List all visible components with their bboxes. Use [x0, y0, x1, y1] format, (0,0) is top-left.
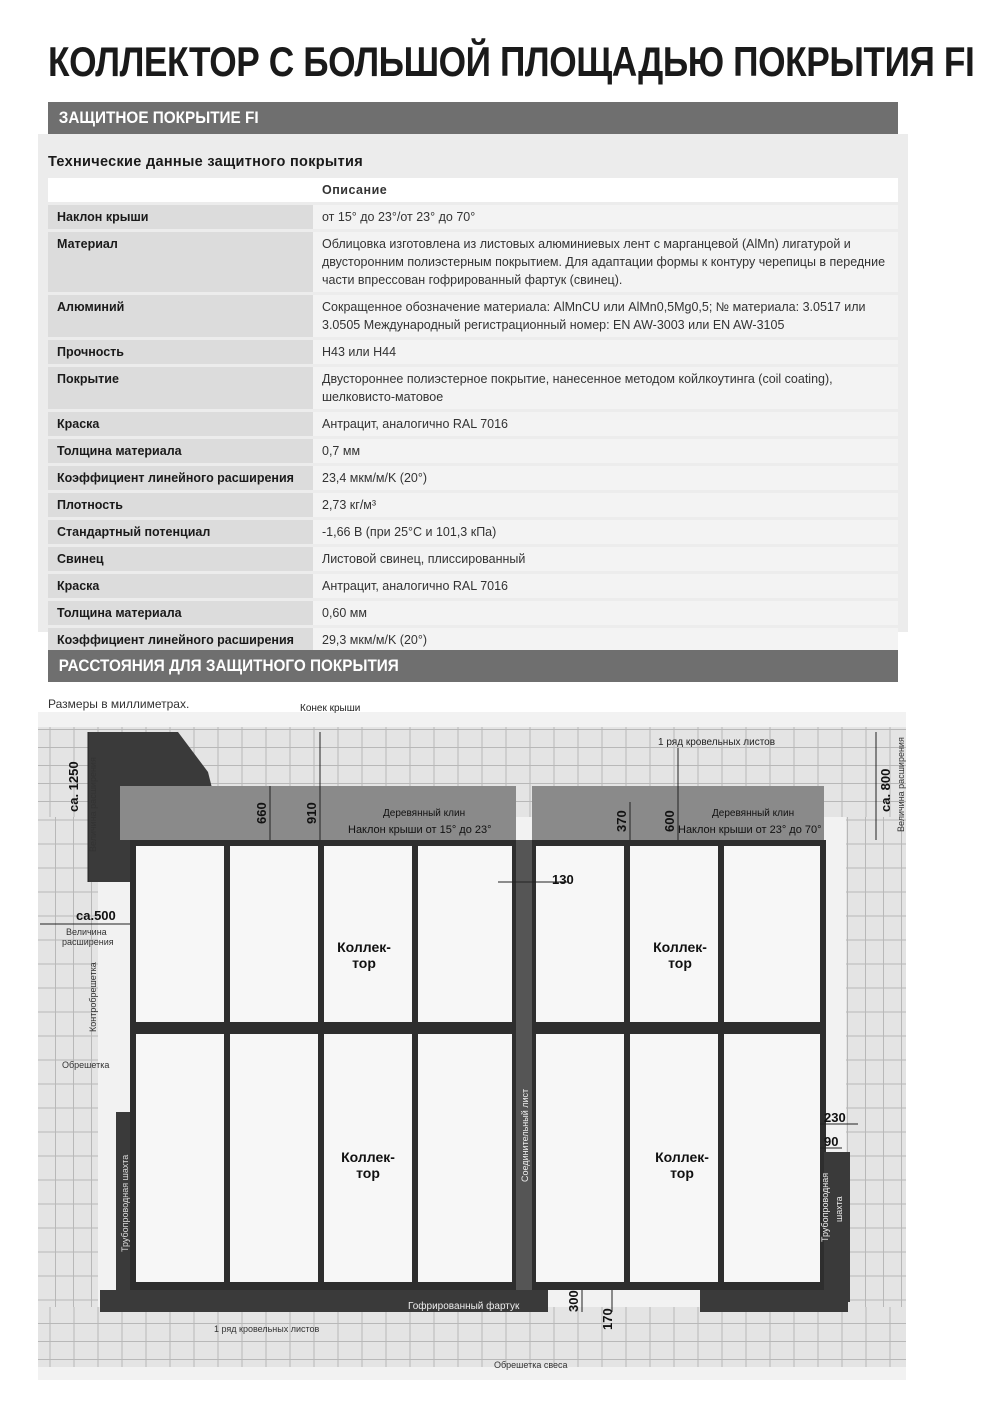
row-label: Стандартный потенциал [48, 520, 313, 544]
label-pipe-shaft-right-2: шахта [834, 1196, 844, 1222]
row-value: Антрацит, аналогично RAL 7016 [313, 574, 898, 598]
dim-130: 130 [552, 872, 574, 887]
dim-600: 600 [662, 810, 677, 832]
row-label: Наклон крыши [48, 205, 313, 229]
label-expansion-left-vertical: Величина расширения [88, 757, 98, 852]
row-value: 29,3 мкм/м/K (20°) [313, 628, 898, 652]
row-value: 0,7 мм [313, 439, 898, 463]
dim-300: 300 [566, 1290, 581, 1312]
row-label: Коэффициент линейного расширения [48, 466, 313, 490]
row-value: H43 или H44 [313, 340, 898, 364]
label-expansion-2: расширения [62, 937, 114, 947]
table-row [48, 601, 898, 625]
row-value: -1,66 В (при 25°C и 101,3 кПа) [313, 520, 898, 544]
label-wood-wedge-left: Деревянный клин [383, 808, 466, 819]
dim-910: 910 [304, 802, 319, 824]
table-row [48, 574, 898, 598]
table-row [48, 439, 898, 463]
row-label: Покрытие [48, 367, 313, 409]
table-row [48, 493, 898, 517]
collector-label-top-right-2: тор [668, 955, 692, 971]
label-connecting-sheet: Соединительный лист [520, 1088, 530, 1182]
table-header-description: Описание [313, 178, 898, 202]
label-pipe-shaft-left: Трубопроводная шахта [120, 1154, 130, 1252]
collector-label-bottom-left-2: тор [356, 1165, 380, 1181]
dim-500: ca.500 [76, 908, 116, 923]
dim-170: 170 [600, 1308, 615, 1330]
collector-label-bottom-right-2: тор [670, 1165, 694, 1181]
label-first-row-top: 1 ряд кровельных листов [658, 737, 776, 748]
row-label: Свинец [48, 547, 313, 571]
collector-label-top-left-2: тор [352, 955, 376, 971]
label-expansion-1: Величина [66, 927, 107, 937]
table-row [48, 205, 898, 229]
row-value: Листовой свинец, плиссированный [313, 547, 898, 571]
table-row [48, 295, 898, 337]
units-note: Размеры в миллиметрах. [48, 697, 190, 711]
row-label: Толщина материала [48, 439, 313, 463]
roof-tiles-bottom [38, 1307, 906, 1367]
table-header-empty [48, 178, 313, 202]
roof-tiles-right [846, 817, 906, 1307]
row-label: Прочность [48, 340, 313, 364]
collector-panels-right [536, 846, 820, 1282]
collector-label-bottom-right-1: Коллек- [655, 1149, 709, 1165]
label-slope-left: Наклон крыши от 15° до 23° [348, 824, 492, 836]
row-label: Плотность [48, 493, 313, 517]
table-row [48, 520, 898, 544]
table-row [48, 628, 898, 652]
row-value: Облицовка изготовлена из листовых алюминиевых лент с марганцевой (AlMn) лигатурой и двусторонним полиэстерным покрытием. Для адаптации формы к контуру черепицы в передние части впрессован гофрированный фартук (свинец). [313, 232, 898, 292]
label-wood-wedge-right: Деревянный клин [712, 808, 795, 819]
collector-panels-left [136, 846, 512, 1282]
row-label: Толщина материала [48, 601, 313, 625]
label-batten: Обрешетка [62, 1060, 110, 1070]
section-header-protective-cover: ЗАЩИТНОЕ ПОКРЫТИЕ FI [48, 102, 898, 134]
tech-data-table [48, 175, 898, 655]
table-row [48, 367, 898, 409]
row-label: Алюминий [48, 295, 313, 337]
page-title: КОЛЛЕКТОР С БОЛЬШОЙ ПЛОЩАДЬЮ ПОКРЫТИЯ FI [48, 38, 975, 85]
dim-230: 230 [824, 1110, 846, 1125]
label-pipe-shaft-right-1: Трубопроводная [820, 1172, 830, 1242]
dim-800: ca. 800 [878, 768, 893, 812]
row-value: 0,60 мм [313, 601, 898, 625]
dim-1250: ca. 1250 [66, 761, 81, 812]
label-counter-batten: Контробрешетка [88, 962, 98, 1032]
table-caption: Технические данные защитного покрытия [48, 154, 363, 170]
label-slope-right: Наклон крыши от 23° до 70° [678, 824, 822, 836]
row-value: 23,4 мкм/м/K (20°) [313, 466, 898, 490]
label-eave-batten: Обрешетка свеса [494, 1360, 568, 1370]
row-value: Антрацит, аналогично RAL 7016 [313, 412, 898, 436]
table-row [48, 232, 898, 292]
dim-90: 90 [824, 1134, 839, 1149]
row-value: Сокращенное обозначение материала: AlMnCU или AlMn0,5Mg0,5; № материала: 3.0517 или 3.0505 Международный регистрационный номер: EN AW-3003 или EN AW-3105 [313, 295, 898, 337]
row-label: Краска [48, 574, 313, 598]
label-expansion-right-vertical: Величина расширения [896, 737, 906, 832]
dim-660: 660 [254, 802, 269, 824]
collector-label-top-left-1: Коллек- [337, 939, 391, 955]
row-label: Коэффициент линейного расширения [48, 628, 313, 652]
label-ridge: Конек крыши [300, 703, 361, 714]
section-header-distances: РАССТОЯНИЯ ДЛЯ ЗАЩИТНОГО ПОКРЫТИЯ [48, 650, 898, 682]
row-value: 2,73 кг/м³ [313, 493, 898, 517]
table-row [48, 547, 898, 571]
collector-label-top-right-1: Коллек- [653, 939, 707, 955]
collector-label-bottom-left-1: Коллек- [341, 1149, 395, 1165]
dim-370: 370 [614, 810, 629, 832]
table-row [48, 412, 898, 436]
table-header-row [48, 178, 898, 202]
row-value: Двустороннее полиэстерное покрытие, нанесенное методом койлкоутинга (coil coating), шелковисто-матовое [313, 367, 898, 409]
row-label: Материал [48, 232, 313, 292]
table-row [48, 340, 898, 364]
label-apron: Гофрированный фартук [408, 1301, 520, 1312]
label-first-row-bottom: 1 ряд кровельных листов [214, 1324, 320, 1334]
connecting-sheet [516, 840, 532, 1290]
table-row [48, 466, 898, 490]
row-value: от 15° до 23°/от 23° до 70° [313, 205, 898, 229]
row-label: Краска [48, 412, 313, 436]
